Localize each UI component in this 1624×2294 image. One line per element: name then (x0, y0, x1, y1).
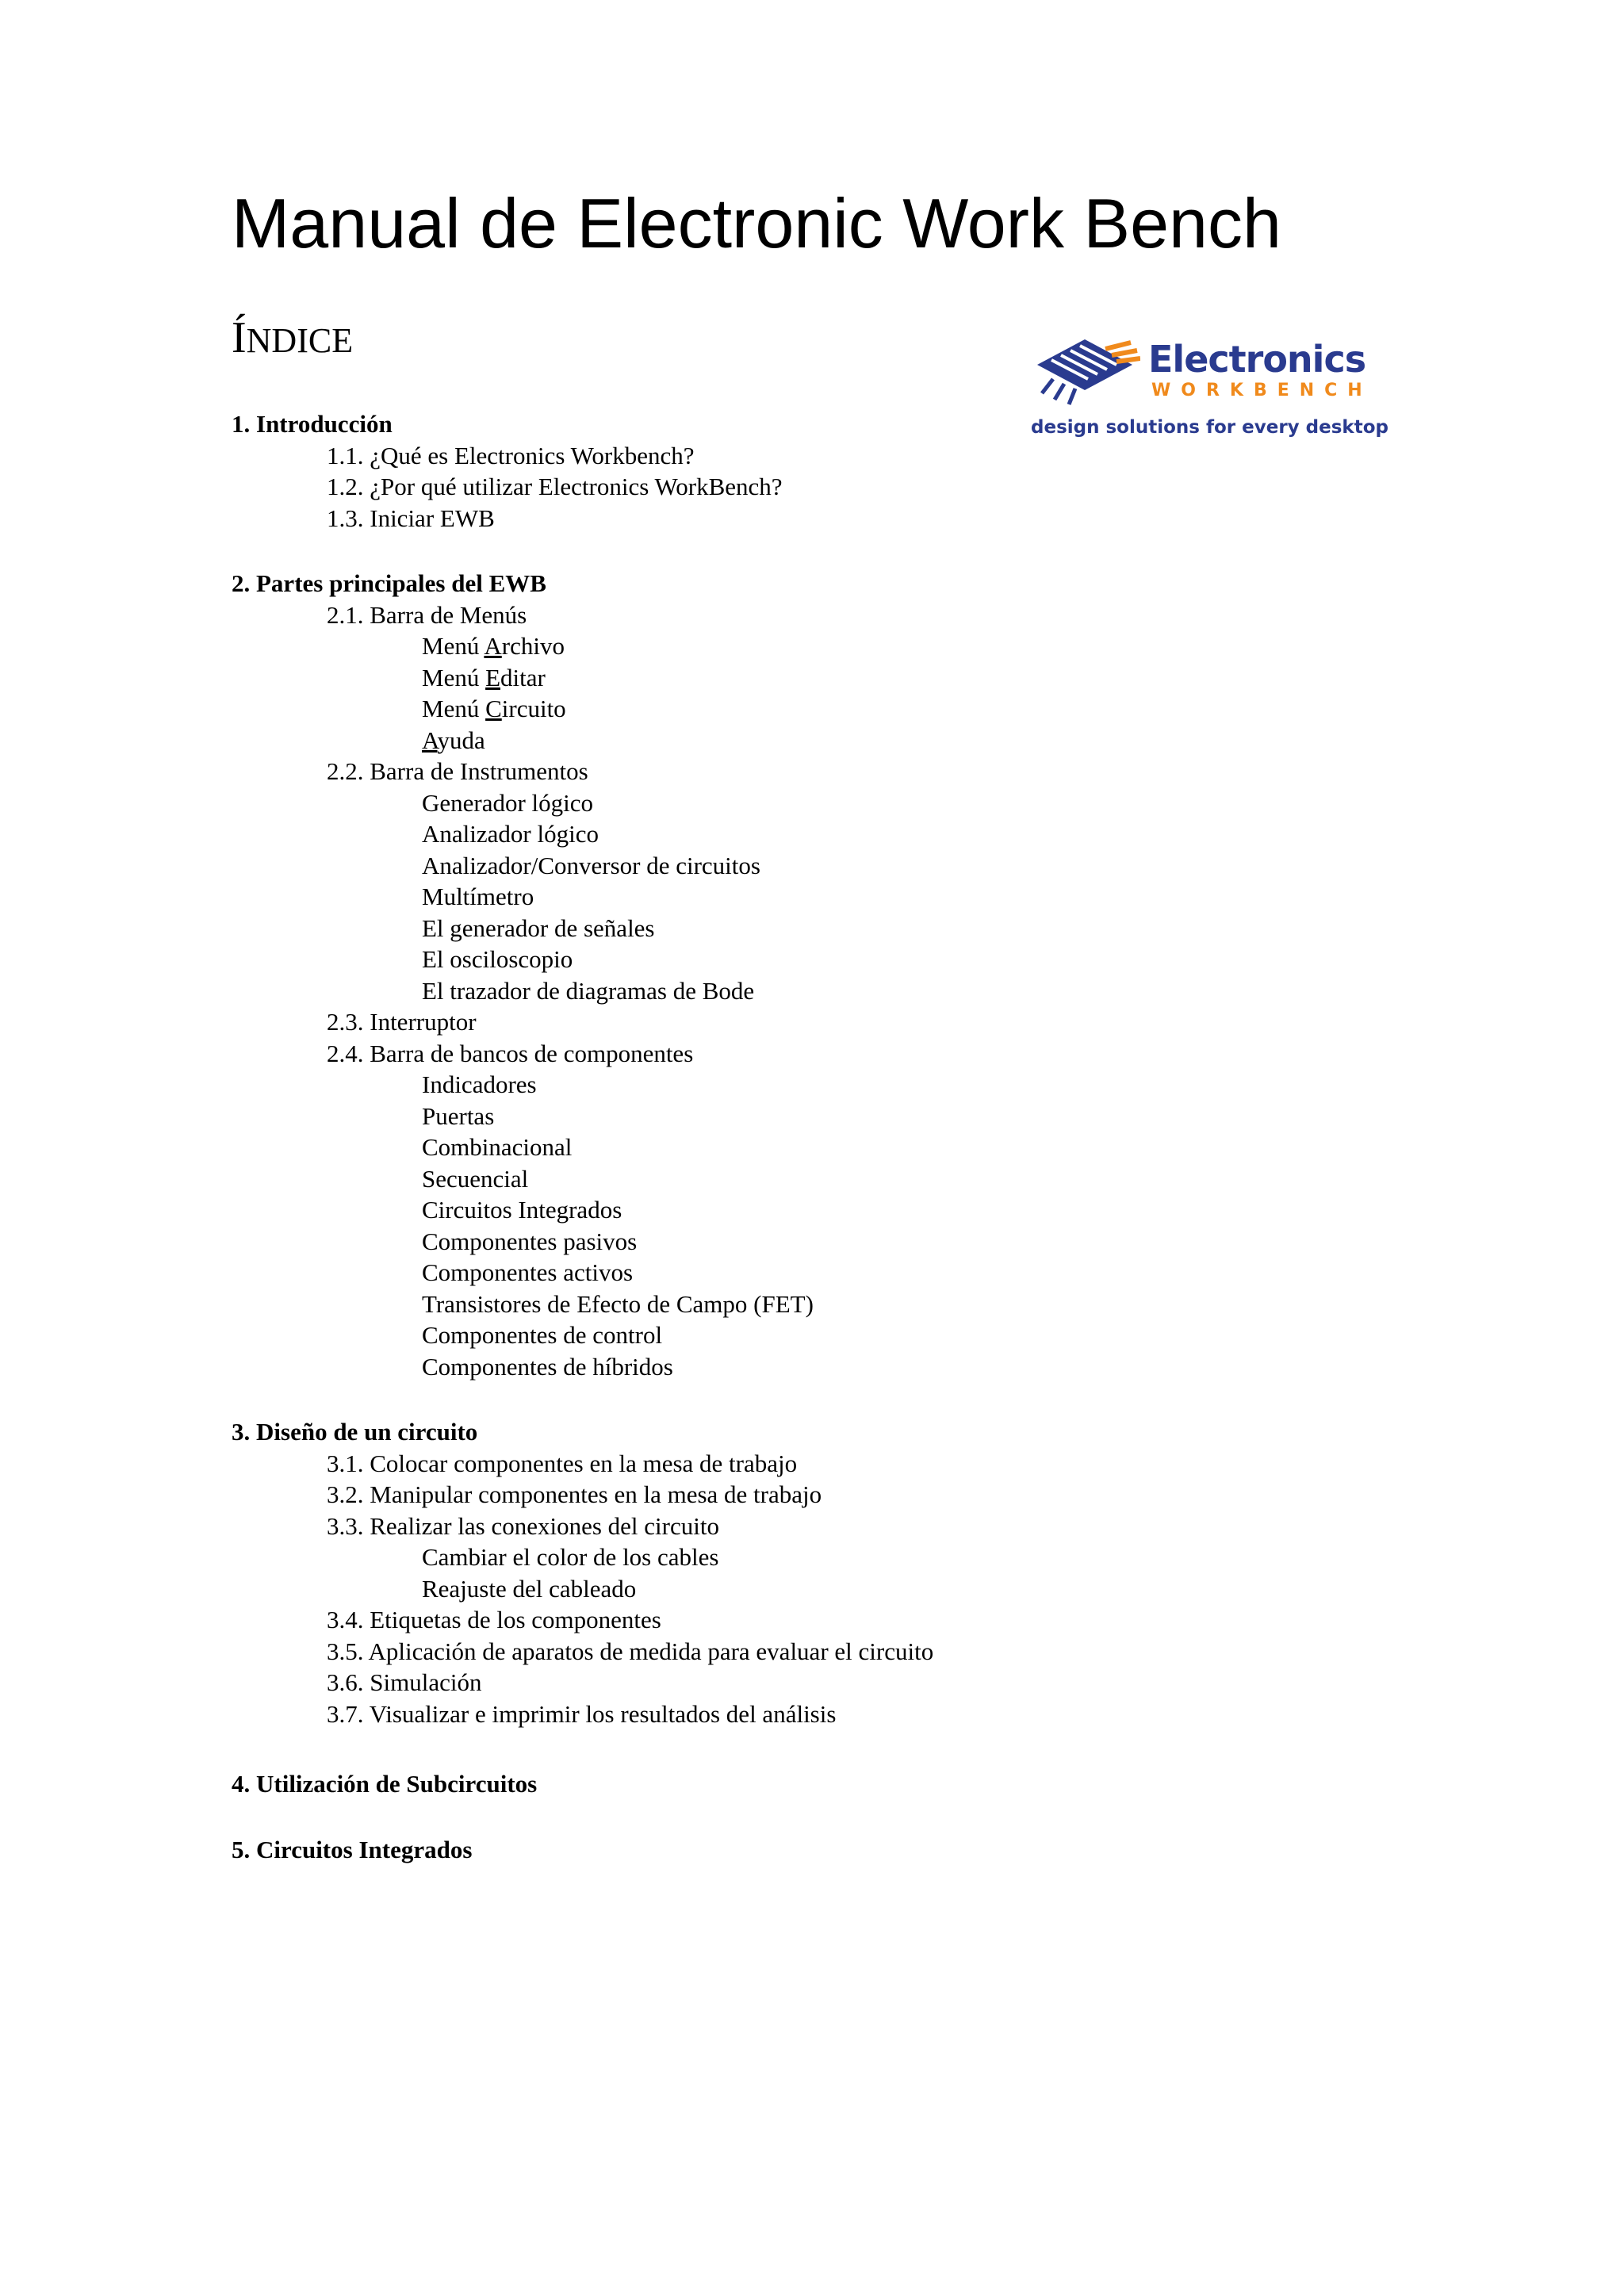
toc-subitem: Componentes pasivos (422, 1227, 638, 1255)
toc-subitem: El trazador de diagramas de Bode (422, 976, 755, 1005)
toc-section-1 (232, 408, 1421, 534)
toc-subitem: Generador lógico (422, 788, 594, 817)
toc-section-4 (232, 1768, 1421, 1800)
toc-item: 1.1. ¿Qué es Electronics Workbench? (327, 441, 695, 469)
toc-heading: 5. Circuitos Integrados (232, 1835, 473, 1863)
logo-tagline: design solutions for every desktop (1031, 417, 1388, 438)
page-title: Manual de Electronic Work Bench (232, 184, 1281, 262)
circuit-chip-icon (1029, 331, 1140, 411)
index-heading-initial: Í (232, 313, 247, 362)
toc-subitem: Componentes de control (422, 1321, 663, 1349)
toc-subitem: Indicadores (422, 1070, 537, 1098)
toc-heading: 3. Diseño de un circuito (232, 1418, 478, 1446)
toc-subitem: Analizador/Conversor de circuitos (422, 851, 760, 879)
toc-subitem: Menú Circuito (422, 695, 566, 722)
toc-subitem: Cambiar el color de los cables (422, 1543, 719, 1571)
toc-subitem: Transistores de Efecto de Campo (FET) (422, 1289, 814, 1318)
toc-item: 1.3. Iniciar EWB (327, 504, 495, 532)
toc-subitem: Componentes activos (422, 1258, 634, 1286)
index-heading (232, 313, 354, 362)
toc-item: 2.3. Interruptor (327, 1008, 477, 1036)
toc-item: 3.2. Manipular componentes en la mesa de trabajo (327, 1480, 822, 1508)
toc-subitem: Menú Archivo (422, 632, 565, 660)
toc-item: 3.4. Etiquetas de los componentes (327, 1606, 661, 1633)
toc-subitem: Puertas (422, 1101, 495, 1130)
toc-item: 1.2. ¿Por qué utilizar Electronics WorkBench? (327, 473, 783, 500)
toc-subitem: El osciloscopio (422, 945, 573, 973)
toc-subitem: Combinacional (422, 1133, 573, 1161)
toc-subitem: Analizador lógico (422, 820, 599, 848)
table-of-contents (232, 408, 1421, 1865)
toc-item: 3.6. Simulación (327, 1668, 482, 1696)
toc-item: 2.2. Barra de Instrumentos (327, 757, 588, 785)
toc-item: 3.3. Realizar las conexiones del circuito (327, 1511, 719, 1540)
toc-subitem: Secuencial (422, 1164, 529, 1193)
toc-section-5 (232, 1834, 1421, 1866)
toc-subitem: Componentes de híbridos (422, 1352, 673, 1381)
toc-item: 3.7. Visualizar e imprimir los resultados del análisis (327, 1699, 837, 1728)
toc-heading: 2. Partes principales del EWB (232, 569, 546, 597)
toc-heading: 4. Utilización de Subcircuitos (232, 1770, 538, 1798)
toc-section-3 (232, 1416, 1421, 1729)
toc-item: 3.1. Colocar componentes en la mesa de trabajo (327, 1449, 798, 1477)
toc-subitem: Reajuste del cableado (422, 1574, 637, 1603)
toc-section-2 (232, 568, 1421, 1382)
toc-subitem: Menú Editar (422, 663, 546, 691)
toc-item: 3.5. Aplicación de aparatos de medida para evaluar el circuito (327, 1637, 934, 1665)
toc-heading: 1. Introducción (232, 410, 393, 438)
index-heading-rest: NDICE (246, 321, 354, 360)
toc-subitem: El generador de señales (422, 913, 655, 942)
toc-subitem: Circuitos Integrados (422, 1196, 622, 1224)
logo-wordmark: Electronics (1148, 338, 1366, 381)
toc-item: 2.4. Barra de bancos de componentes (327, 1039, 694, 1067)
logo-subtitle: WORKBENCH (1151, 381, 1373, 400)
toc-subitem: Multímetro (422, 883, 534, 910)
toc-item: 2.1. Barra de Menús (327, 600, 527, 629)
toc-subitem: Ayuda (422, 726, 485, 754)
